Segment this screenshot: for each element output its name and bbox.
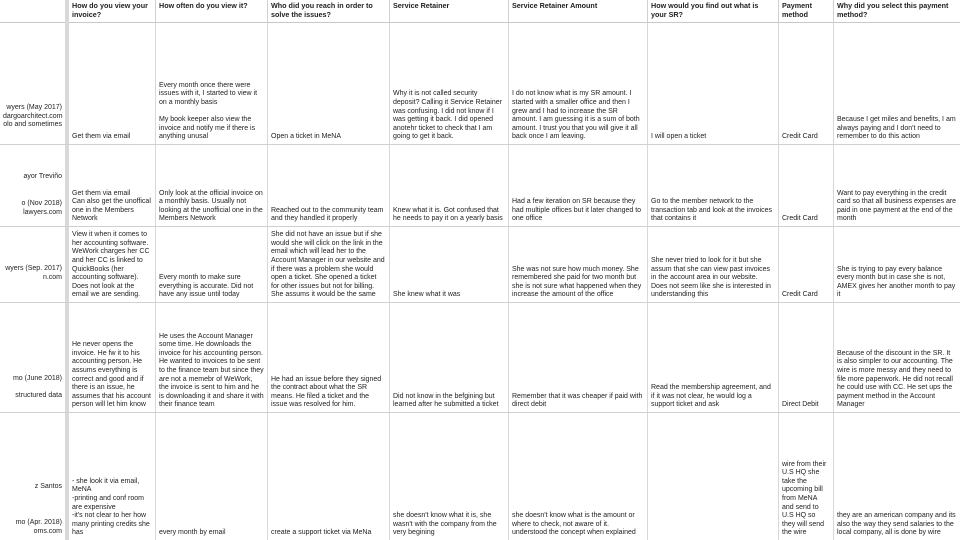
cell-text: Reached out to the community team and they handled it properly — [271, 206, 384, 223]
table-row — [0, 23, 960, 145]
payment-method-cell[interactable] — [779, 145, 834, 226]
find-sr-cell[interactable] — [648, 145, 779, 226]
cell-text: She knew what it was — [393, 291, 461, 299]
view-frequency-cell[interactable] — [156, 23, 268, 144]
cell-text: Had a few iteration on SR because they had multiple offices but it later changed to one office — [512, 198, 642, 223]
service-retainer-cell[interactable] — [390, 23, 509, 144]
cell-text: Knew what it is. Got confused that he needs to pay it on a yearly basis — [393, 206, 503, 223]
header-cell-why-method[interactable]: Why did you select this payment method? — [834, 0, 960, 23]
cell-text: He uses the Account Manager some time. He downloads the invoice for his accounting person. He wanted to invoices to be sent to the finance team but since they are not a memebr of WeWork, the invoice is sent to him and he is downloading it and share it with their finance team — [159, 332, 264, 409]
cell-text: She did not have an issue but if she would she will click on the link in the email which will lead her to the Account Manager in our website and if there was a problem she would open a ticket. She opened a ticket for other issues but not for billing. She assums it would be the same — [271, 231, 385, 299]
participant-line: wyers (Sep. 2017) — [5, 265, 62, 272]
participant-cell[interactable] — [0, 303, 66, 412]
why-method-cell[interactable] — [834, 413, 960, 540]
payment-method-cell[interactable] — [779, 303, 834, 412]
header-cell-name[interactable] — [0, 0, 66, 23]
sr-amount-cell[interactable] — [509, 145, 648, 226]
who-reached-cell[interactable] — [268, 227, 390, 302]
service-retainer-cell[interactable] — [390, 303, 509, 412]
participant-line: lawyers.com — [23, 209, 62, 216]
cell-text: Go to the member network to the transaction tab and look at the invoices that contains it — [651, 198, 773, 223]
cell-text: Credit Card — [782, 291, 818, 299]
who-reached-cell[interactable] — [268, 145, 390, 226]
cell-text: create a support ticket via MeNa — [271, 529, 372, 537]
sr-amount-cell[interactable] — [509, 23, 648, 144]
header-cell-sr-amount[interactable]: Service Retainer Amount — [509, 0, 648, 23]
view-invoice-cell[interactable] — [69, 23, 156, 144]
why-method-cell[interactable] — [834, 303, 960, 412]
participant-line: wyers (May 2017) — [6, 104, 62, 112]
view-frequency-cell[interactable] — [156, 145, 268, 226]
participant-line: mo (Apr. 2018) — [15, 519, 62, 526]
header-cell-payment-method[interactable]: Payment method — [779, 0, 834, 23]
payment-method-cell[interactable] — [779, 413, 834, 540]
participant-cell[interactable] — [0, 413, 66, 540]
participant-line: dargoarchitect.com — [3, 112, 63, 120]
cell-text: Get them via email Can also get the unoffical one in the Members Network — [72, 189, 151, 223]
who-reached-cell[interactable] — [268, 303, 390, 412]
payment-method-cell[interactable] — [779, 23, 834, 144]
who-reached-cell[interactable] — [268, 413, 390, 540]
cell-text: Read the membership agreement, and if it was not clear, he would log a support ticket and ask — [651, 384, 771, 409]
cell-text: Why it is not called security deposit? Calling it Service Retainer was confusing. I did not know if I was getting it back. I did opened anotehr ticket to check that I am going to get it back. — [393, 90, 502, 141]
cell-text: Because of the discount in the SR. It is also simpler to our accounting. The wire is more messy and they need to file more paperwork. He did not recall he could use with CC. He set ups the payment method in the Account Manager — [837, 349, 953, 409]
find-sr-cell[interactable] — [648, 303, 779, 412]
service-retainer-cell[interactable] — [390, 145, 509, 226]
header-cell-who-reached[interactable]: Who did you reach in order to solve the issues? — [268, 0, 390, 23]
cell-text: Want to pay everything in the credit card so that all business expenses are paid in one payment at the end of the month — [837, 189, 957, 223]
cell-text: Open a ticket in MeNA — [271, 133, 342, 141]
cell-text: My book keeper also view the invoice and notify me if there is anything unusal — [159, 116, 256, 141]
table-row — [0, 303, 960, 413]
participant-line: o (Nov 2018) — [21, 200, 62, 207]
why-method-cell[interactable] — [834, 227, 960, 302]
cell-text: Credit Card — [782, 215, 818, 223]
participant-cell[interactable] — [0, 227, 66, 302]
who-reached-cell[interactable] — [268, 23, 390, 144]
cell-text: Every month to make sure everything is accurate. Did not have any issue until today — [159, 274, 254, 299]
cell-text: She was not sure how much money. She remembered she paid for two month but she is not sure what happened when they increase the amount of the office — [512, 265, 642, 299]
header-cell-view-invoice[interactable]: How do you view your invoice? — [69, 0, 156, 23]
view-invoice-cell[interactable] — [69, 413, 156, 540]
participant-cell[interactable] — [0, 145, 66, 226]
table-row — [0, 145, 960, 227]
cell-text: they are an american company and its also the way they send salaries to the local company, all is done by wire — [837, 512, 956, 537]
service-retainer-cell[interactable] — [390, 413, 509, 540]
cell-text: He had an issue before they signed the contract about what the SR means. He filed a ticket and the issue was resolved for him. — [271, 375, 382, 409]
header-cell-view-frequency[interactable]: How often do you view it? — [156, 0, 268, 23]
participant-cell[interactable] — [0, 23, 66, 144]
cell-text: wire from their U.S HQ she take the upcoming bill from MeNA and send to U.S HQ so they will send the wire — [782, 460, 827, 537]
cell-text: she doesn't know what it is, she wasn't with the company from the very begining — [393, 512, 497, 537]
view-frequency-cell[interactable] — [156, 413, 268, 540]
cell-text: Direct Debit — [782, 401, 819, 409]
view-invoice-cell[interactable] — [69, 303, 156, 412]
sr-amount-cell[interactable] — [509, 303, 648, 412]
header-cell-service-retainer[interactable]: Service Retainer — [390, 0, 509, 23]
cell-text: She never tried to look for it but she assum that she can view past invoices in the account area in our website. Does not seem like she is interested in understanding this — [651, 257, 771, 299]
find-sr-cell[interactable] — [648, 227, 779, 302]
sr-amount-cell[interactable] — [509, 227, 648, 302]
cell-text: I do not know what is my SR amount. I started with a smaller office and then I grew and I had to increase the SR amount. I am guessing it is a sum of both amount. I trust you that you will give it all back once I am leaving. — [512, 90, 640, 141]
view-invoice-cell[interactable] — [69, 227, 156, 302]
payment-method-cell[interactable] — [779, 227, 834, 302]
table-row — [0, 413, 960, 540]
participant-line: ayor Treviño — [23, 173, 62, 180]
view-frequency-cell[interactable] — [156, 227, 268, 302]
table-row — [0, 227, 960, 303]
cell-text: She is trying to pay every balance every month but in case she is not, AMEX gives her another month to pay it — [837, 265, 956, 299]
find-sr-cell[interactable] — [648, 23, 779, 144]
participant-line: n.com — [42, 274, 62, 281]
cell-text: He never opens the invoice. He fw it to his accounting person. He assums everything is correct and good and if there is an issue, he assumes that his account person will let him know — [72, 341, 151, 409]
frozen-column-divider[interactable] — [65, 0, 69, 23]
sr-amount-cell[interactable] — [509, 413, 648, 540]
cell-text: View it when it comes to her accounting software. WeWork charges her CC and her CC is linked to QuickBooks (her accounting software). Does not look at the email we are sending. — [72, 231, 150, 299]
view-frequency-cell[interactable] — [156, 303, 268, 412]
cell-text: she doesn't know what is the amount or where to check, not aware of it. understood the concept when explained — [512, 512, 636, 537]
find-sr-cell[interactable] — [648, 413, 779, 540]
participant-line: structured data — [15, 392, 62, 399]
cell-text: every month by email — [159, 529, 226, 537]
why-method-cell[interactable] — [834, 23, 960, 144]
view-invoice-cell[interactable] — [69, 145, 156, 226]
cell-text: Did not know in the befgining but learned after he submitted a ticket — [393, 392, 499, 409]
participant-line: oms.com — [33, 528, 62, 535]
participant-line: z Santos — [34, 483, 62, 490]
cell-text: Get them via email — [72, 133, 131, 141]
cell-text: - she look it via email, MeNA -printing and conf room are expensive -it's not clear to her how many printing credits she has — [72, 477, 150, 537]
cell-text: Credit Card — [782, 133, 818, 141]
service-retainer-cell[interactable] — [390, 227, 509, 302]
participant-line: mo (June 2018) — [12, 375, 62, 382]
why-method-cell[interactable] — [834, 145, 960, 226]
header-cell-find-sr[interactable]: How would you find out what is your SR? — [648, 0, 779, 23]
cell-text: Only look at the official invoice on a monthly basis. Usually not looking at the unofficial one in the Members Network — [159, 189, 263, 223]
cell-text: Every month once there were issues with it, I started to view it on a monthly basis — [159, 81, 258, 107]
cell-text: I will open a ticket — [651, 133, 707, 141]
cell-text: Because I get miles and benefits, I am always paying and I don't need to remember to do this action — [837, 116, 956, 141]
participant-line: olo and sometimes — [3, 121, 62, 129]
cell-text: Remember that it was cheaper if paid with direct debit — [512, 392, 643, 409]
